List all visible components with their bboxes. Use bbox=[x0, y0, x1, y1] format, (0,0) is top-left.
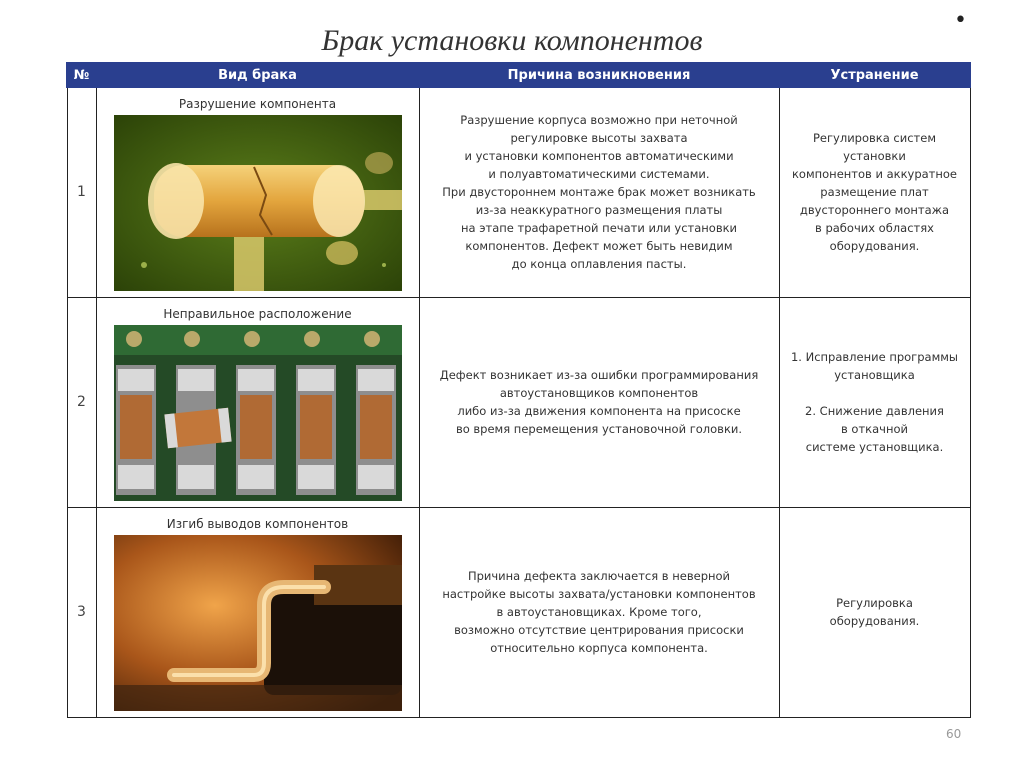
defects-table bbox=[66, 62, 971, 718]
misplaced-components-photo bbox=[114, 325, 402, 501]
cause-line: настройке высоты захвата/установки компонентов bbox=[442, 587, 756, 601]
row-number: 2 bbox=[67, 297, 96, 507]
cause-line: во время перемещения установочной головки. bbox=[455, 422, 743, 436]
row-number: 3 bbox=[67, 507, 96, 717]
fix-line: оборудования. bbox=[829, 614, 920, 628]
fix-line: в откачной bbox=[841, 422, 908, 436]
header-cause: Причина возникновения bbox=[419, 63, 779, 87]
cause-line: Причина дефекта заключается в неверной bbox=[467, 569, 731, 583]
defect-type-cell bbox=[96, 297, 419, 507]
fix-line: Регулировка систем bbox=[812, 131, 936, 146]
defect-type-cell bbox=[96, 87, 419, 297]
header-fix: Устранение bbox=[779, 63, 970, 87]
page-number: 60 bbox=[946, 727, 962, 741]
defect-type-label: Изгиб выводов компонентов bbox=[166, 517, 349, 531]
cause-line: и установки компонентов автоматическими bbox=[464, 149, 734, 164]
fix-line: двустороннего монтажа bbox=[799, 203, 950, 218]
table-header-row bbox=[67, 63, 970, 87]
bent-leads-photo bbox=[114, 535, 402, 711]
table-row bbox=[67, 297, 970, 507]
cause-line: до конца оплавления пасты. bbox=[511, 257, 687, 272]
defect-type-cell bbox=[96, 507, 419, 717]
cause-cell bbox=[419, 297, 779, 507]
fix-line: 1. Исправление программы bbox=[790, 350, 959, 364]
fix-line: установки bbox=[843, 149, 906, 164]
cause-line: из-за неаккуратного размещения платы bbox=[475, 203, 723, 218]
cause-cell bbox=[419, 87, 779, 297]
cause-line: регулировке высоты захвата bbox=[510, 131, 688, 146]
cause-line: При двустороннем монтаже брак может возникать bbox=[442, 185, 756, 200]
header-defect-type: Вид брака bbox=[96, 63, 419, 87]
fix-cell bbox=[779, 297, 970, 507]
cause-line: автоустановщиков компонентов bbox=[499, 386, 699, 400]
row-number: 1 bbox=[67, 87, 96, 297]
fix-line: оборудования. bbox=[829, 239, 920, 254]
cause-line: Разрушение корпуса возможно при неточной bbox=[460, 113, 738, 128]
cause-line: относительно корпуса компонента. bbox=[490, 641, 708, 655]
defect-type-label: Разрушение компонента bbox=[178, 97, 337, 112]
table-row bbox=[67, 507, 970, 717]
fix-cell bbox=[779, 87, 970, 297]
cause-line: и полуавтоматическими системами. bbox=[488, 167, 710, 182]
fix-line: в рабочих областях bbox=[815, 221, 934, 236]
page-title: Брак установки компонентов bbox=[321, 24, 703, 57]
header-number: № bbox=[67, 63, 96, 87]
fix-line: системе установщика. bbox=[805, 440, 944, 454]
fix-line: компонентов и аккуратное bbox=[791, 167, 958, 182]
cause-line: на этапе трафаретной печати или установки bbox=[460, 221, 738, 236]
fix-line: установщика bbox=[834, 368, 915, 382]
fix-line: Регулировка bbox=[836, 596, 913, 610]
corner-mark: • bbox=[954, 8, 967, 33]
fix-line bbox=[780, 384, 970, 402]
cause-line: компонентов. Дефект может быть невидим bbox=[465, 239, 733, 254]
cause-line: Дефект возникает из-за ошибки программирования bbox=[439, 368, 759, 382]
component-crack-photo bbox=[114, 115, 402, 291]
fix-line: размещение плат bbox=[820, 185, 929, 200]
cause-line: возможно отсутствие центрирования присоски bbox=[454, 623, 744, 637]
table-row bbox=[67, 87, 970, 297]
fix-line: 2. Снижение давления bbox=[805, 404, 944, 418]
cause-line: либо из-за движения компонента на присоске bbox=[457, 404, 741, 418]
defect-type-label: Неправильное расположение bbox=[163, 307, 352, 321]
cause-line: в автоустановщиках. Кроме того, bbox=[496, 605, 702, 619]
cause-cell bbox=[419, 507, 779, 717]
fix-cell bbox=[779, 507, 970, 717]
